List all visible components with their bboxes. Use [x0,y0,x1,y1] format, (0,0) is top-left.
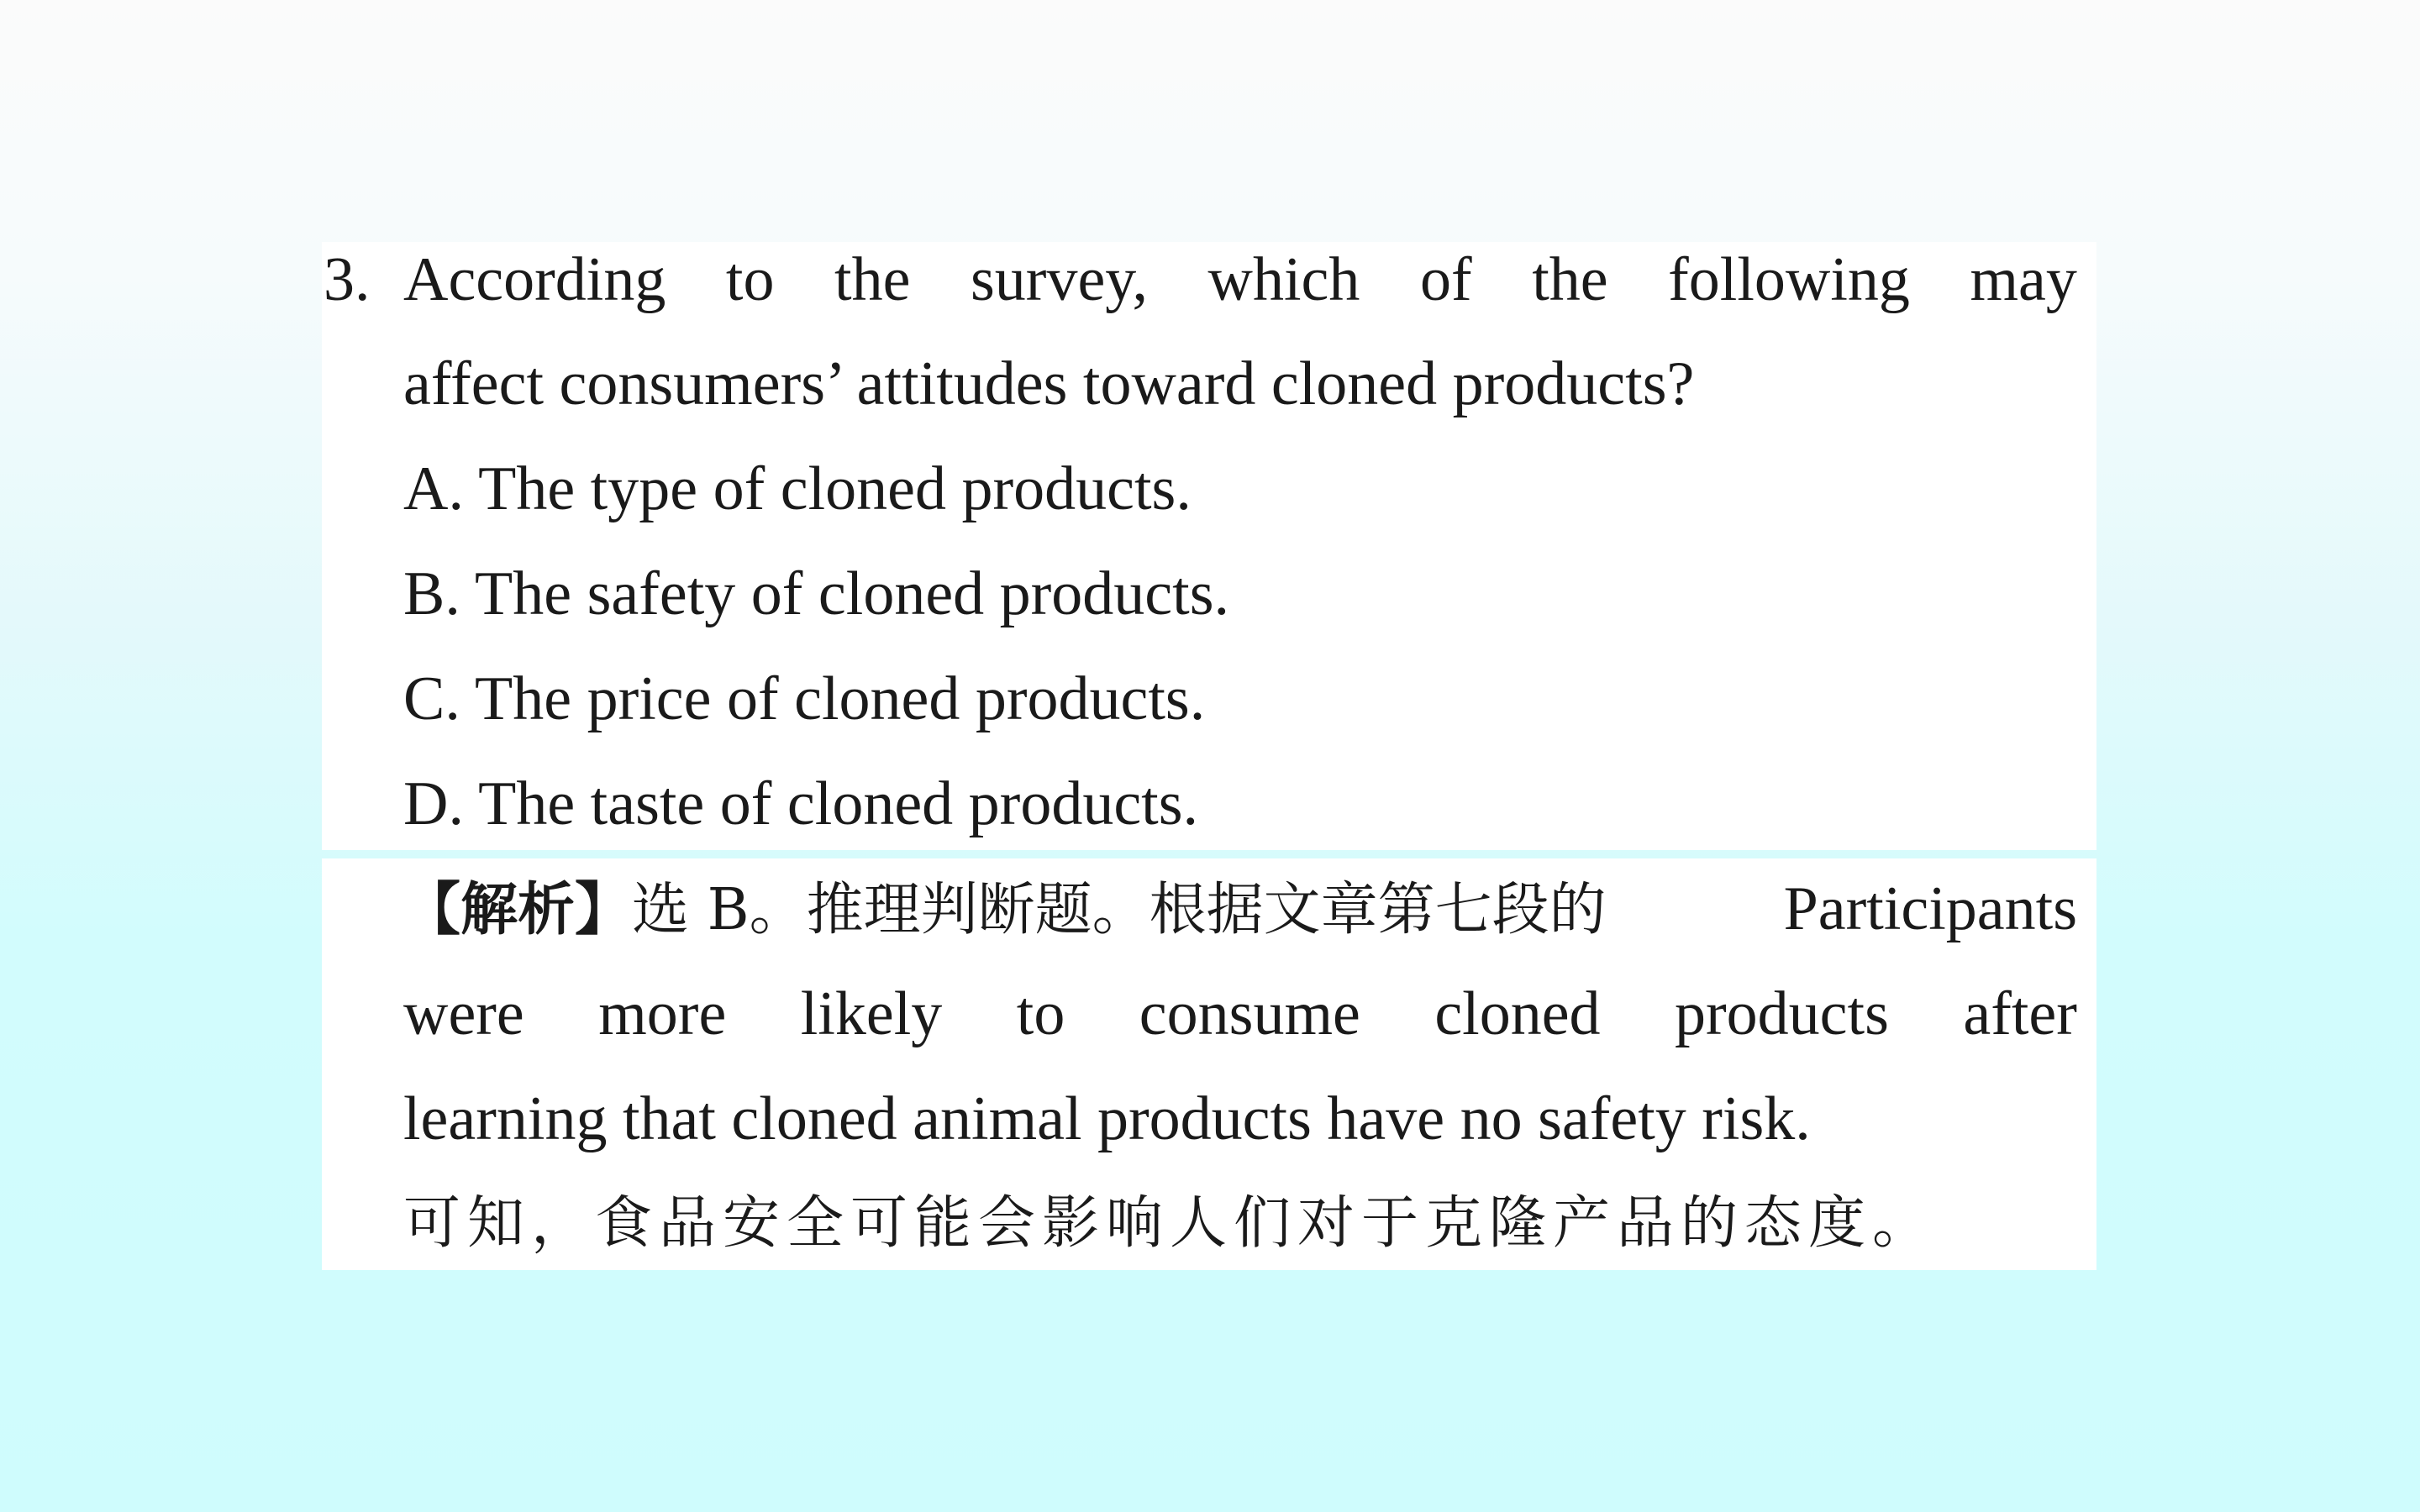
option-text: The price of cloned products. [475,664,1206,733]
analysis-line-2 [403,976,2077,1052]
analysis-line-4: 可知，食品安全可能会影响人们对于克隆产品的态度。 [403,1190,1937,1257]
analysis-word: after [1963,979,2077,1048]
option-text: The safety of cloned products. [475,559,1230,628]
analysis-word: consume [1139,979,1360,1048]
option-label: A. [403,454,464,523]
analysis-word: likely [800,979,943,1048]
question-word: According [403,245,666,314]
option-c[interactable] [403,661,1205,737]
analysis-line-3: learning that cloned animal products have no safety risk. [403,1084,1811,1153]
question-word: which [1207,245,1360,314]
option-a[interactable] [403,451,1192,527]
question-word: to [725,245,775,314]
question-word: may [1970,245,2077,314]
question-word: following [1668,245,1910,314]
option-b[interactable] [403,556,1229,632]
analysis-cn-text: 选 B。推理判断题。根据文章第七段的 [632,877,1607,943]
option-text: The type of cloned products. [478,454,1192,523]
question-word: the [834,245,911,314]
analysis-word: to [1016,979,1065,1048]
question-panel [322,242,2096,850]
question-line-2: affect consumers’ attitudes toward cloned products? [403,349,1695,418]
question-line-1 [403,242,2077,318]
option-label: D. [403,769,464,838]
question-word: of [1419,245,1472,314]
option-d[interactable] [403,766,1198,842]
option-label: C. [403,664,460,733]
analysis-word: were [403,979,524,1048]
question-number: 3. [324,245,371,314]
option-label: B. [403,559,460,628]
analysis-word: products [1675,979,1889,1048]
analysis-word: more [598,979,727,1048]
analysis-en-word: Participants [1783,874,2077,943]
question-word: survey, [971,245,1148,314]
analysis-word: cloned [1434,979,1601,1048]
option-text: The taste of cloned products. [478,769,1199,838]
analysis-label: 【解析】 [403,877,633,943]
question-word: the [1532,245,1608,314]
analysis-lead [403,871,1607,947]
analysis-line-1 [403,871,2077,947]
